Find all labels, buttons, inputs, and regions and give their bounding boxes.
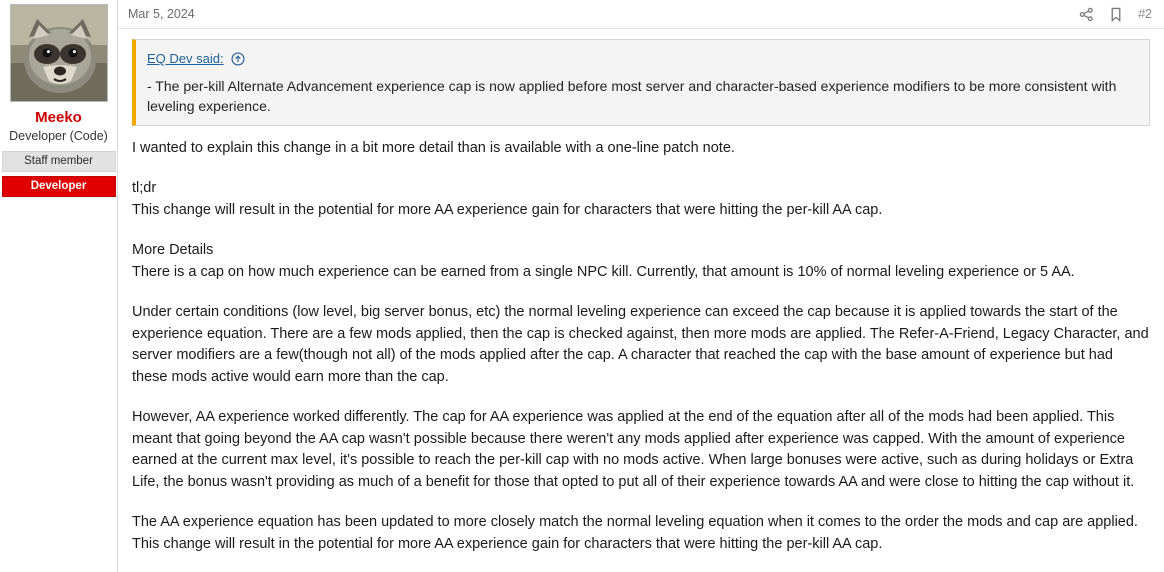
spacer [132,221,1150,240]
bookmark-icon[interactable] [1110,7,1122,22]
paragraph-2: Under certain conditions (low level, big server bonus, etc) the normal leveling experience can exceed the cap because it is applied towards the start of the experience equation. There are a few mods applied, then the cap is checked against, then more mods are applied. The Refer-A-Friend, Legacy Character, and server modifiers are a few(though not all) of the mods applied after the cap. A character that reached the cap with the base amount of experience but had these mods active would earn more than the cap. [132,304,1149,385]
quote-text: - The per-kill Alternate Advancement experience cap is now applied before most server and character-based experience modifiers to be more consistent with leveling experience. [147,77,1117,114]
quote-author-link[interactable]: EQ Dev said: [147,51,224,66]
spacer [132,388,1150,407]
badge-staff-member: Staff member [2,151,116,172]
post-body [118,29,1164,555]
quote-header [147,48,1139,70]
spacer [132,493,1150,512]
raccoon-avatar-icon [11,5,108,102]
badge-developer: Developer [2,176,116,197]
post-header [118,0,1164,29]
spacer [132,283,1150,302]
paragraph-details: There is a cap on how much experience can be earned from a single NPC kill. Currently, that amount is 10% of normal leveling experience or 5 AA. [132,263,1075,280]
quote-block [132,39,1150,126]
heading-tldr: tl;dr [132,180,157,196]
paragraph-4: The AA experience equation has been updated to more closely match the normal leveling equation when it comes to the order the mods and cap are applied. This change will result in the potential for more AA experience gain for characters that were hitting the per-kill AA cap. [132,514,1138,552]
post-number[interactable]: #2 [1138,7,1152,21]
post-author-column [0,0,118,572]
share-icon[interactable] [1079,7,1094,22]
post-date[interactable]: Mar 5, 2024 [128,7,195,21]
jump-to-post-icon[interactable] [231,52,245,66]
paragraph-tldr: This change will result in the potential for more AA experience gain for characters that were hitting the per-kill AA cap. [132,201,883,218]
avatar[interactable] [10,4,108,102]
spacer [132,159,1150,178]
author-title: Developer (Code) [9,129,108,143]
paragraph-intro: I wanted to explain this change in a bit more detail than is available with a one-line patch note. [132,139,735,156]
paragraph-3: However, AA experience worked differently. The cap for AA experience was applied at the end of the equation after all of the mods had been applied. This meant that going beyond the AA cap wasn't possible because there weren't any mods applied after experience was capped. With the amount of experience earned at the current max level, it's possible to reach the per-kill cap with no mods active. When large bonuses were active, such as during holidays or Extra Life, the bonus wasn't providing as much of a benefit for those that opted to put all of their experience towards AA and were close to hitting the cap without it. [132,409,1135,490]
author-name[interactable]: Meeko [35,109,82,126]
post-message-column [118,0,1164,572]
heading-more-details: More Details [132,242,214,258]
